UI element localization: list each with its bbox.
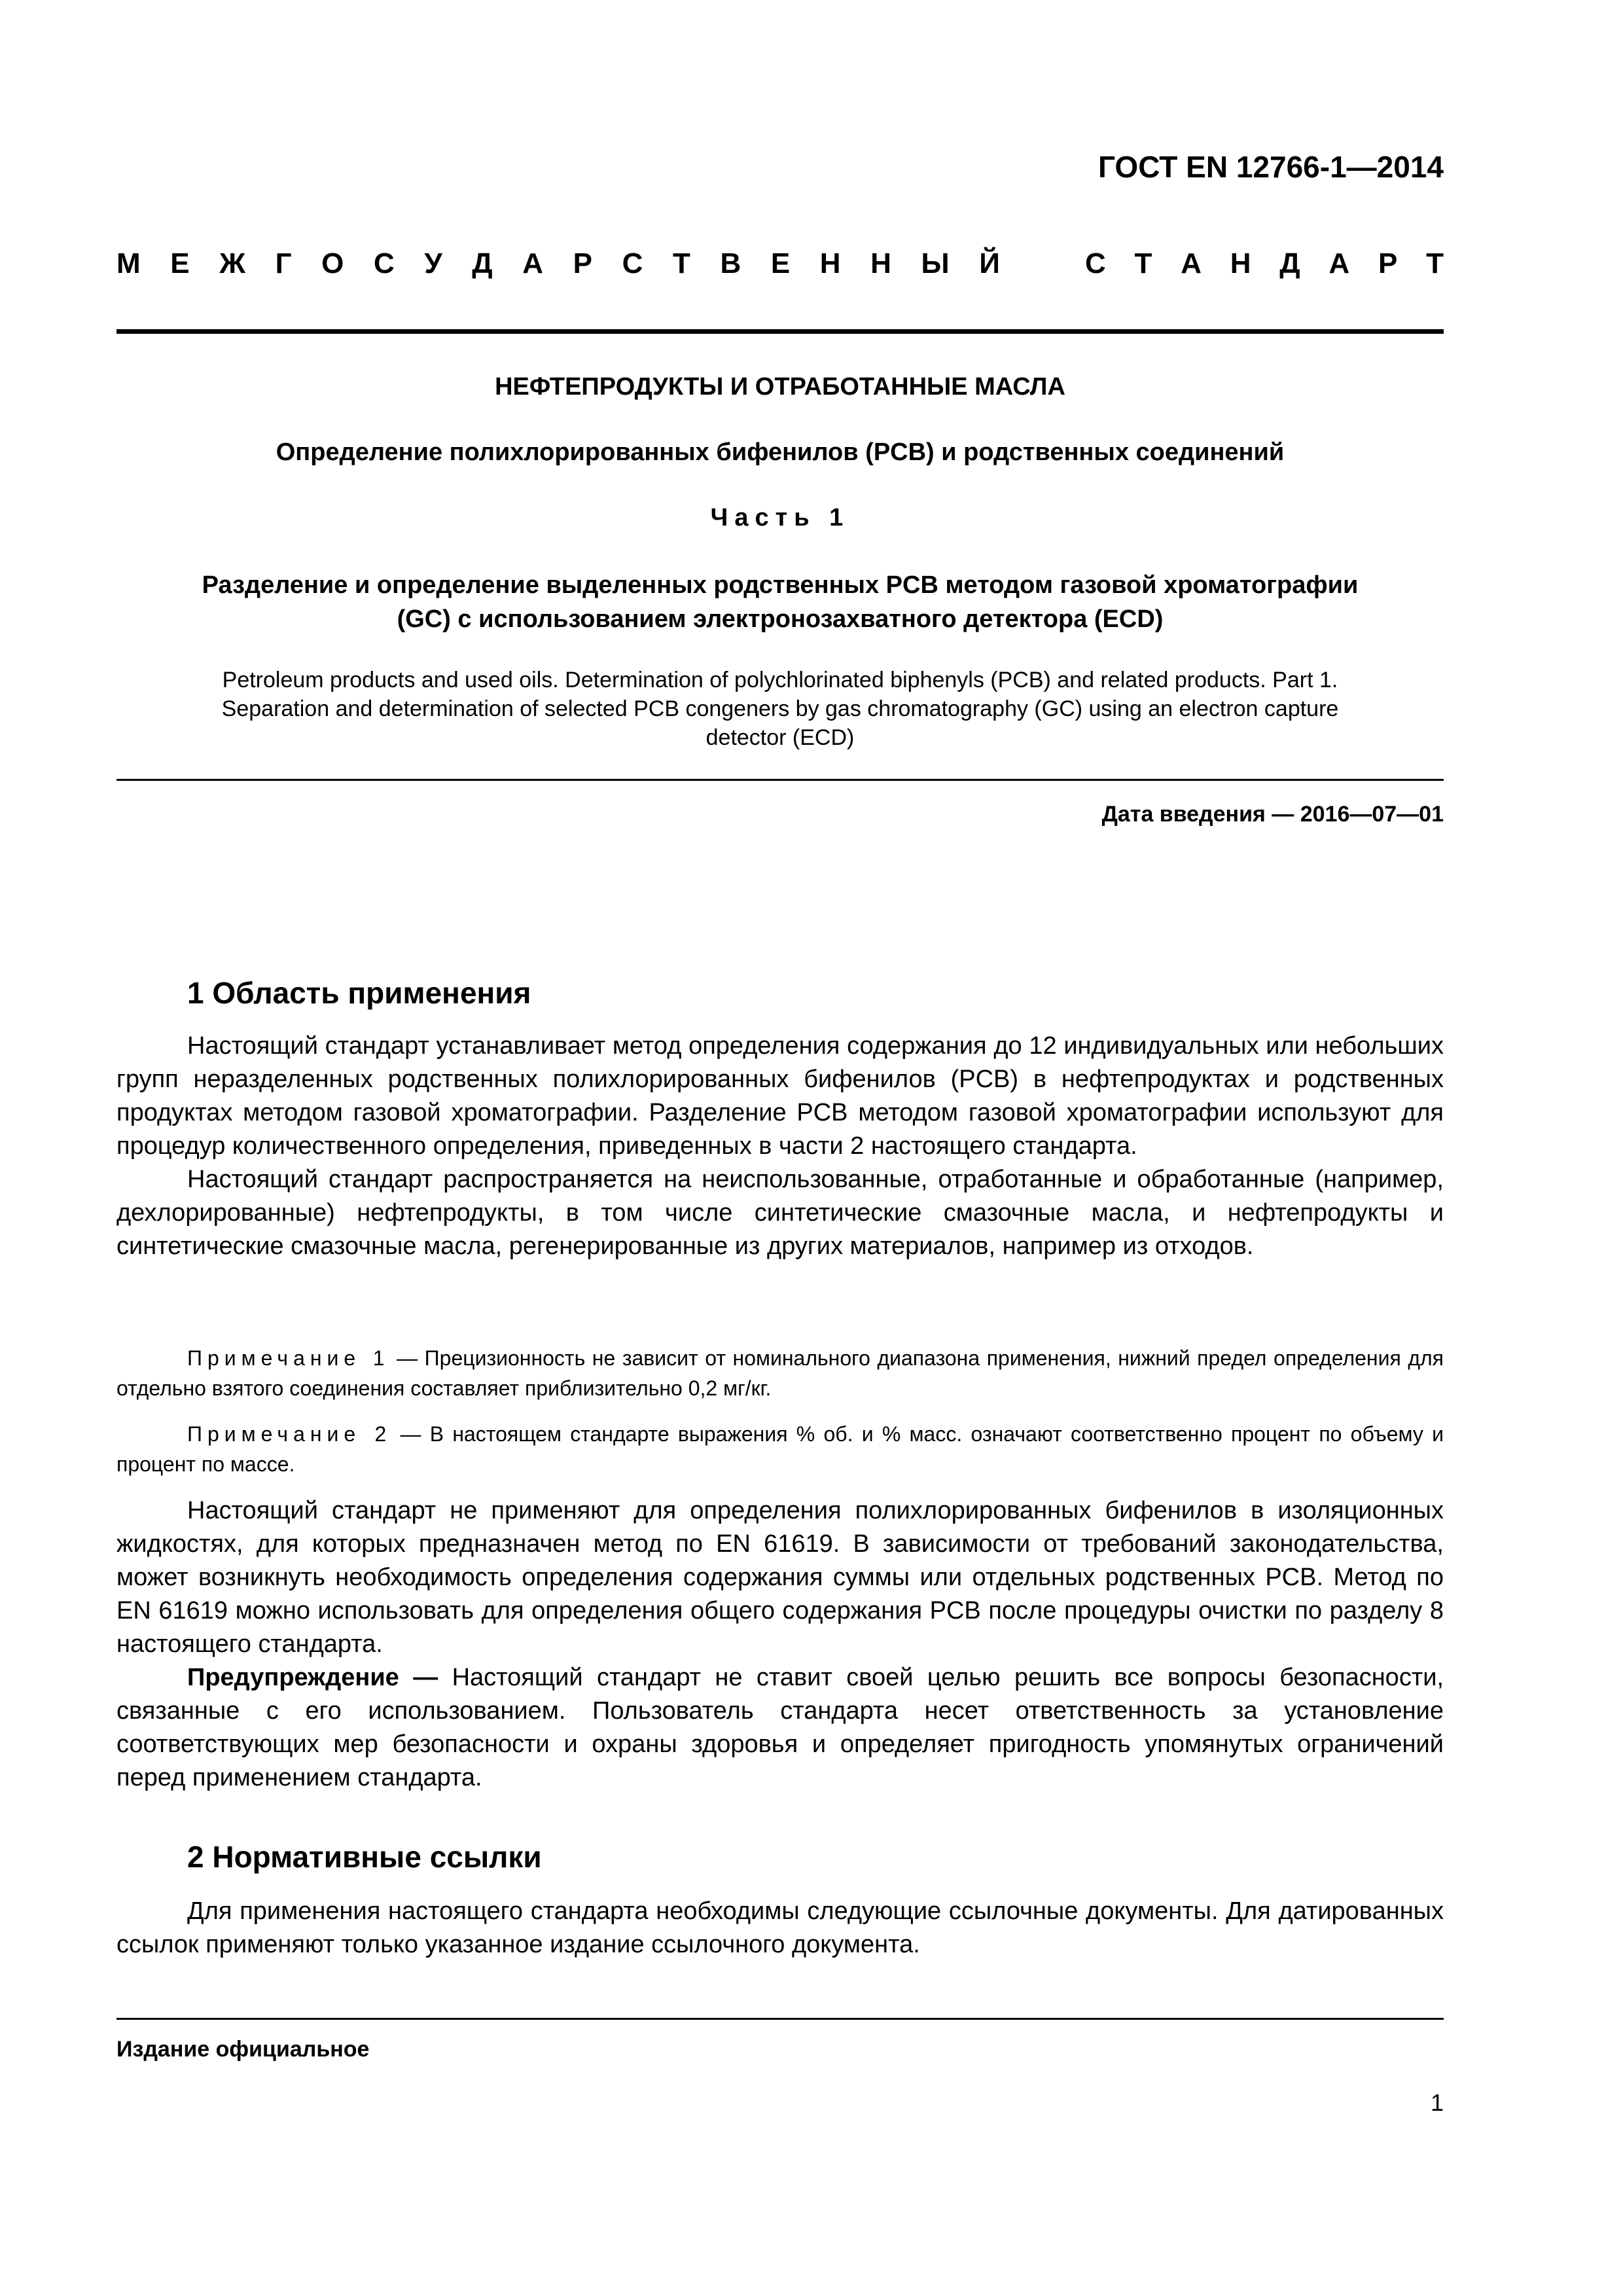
note-label: Примечание 2: [187, 1422, 392, 1446]
warning-paragraph: [116, 1661, 1444, 1795]
english-title-line2: Separation and determination of selected PCB congeners by gas chromatography (GC) using an electron capture: [221, 696, 1339, 721]
warning-text: Настоящий стандарт не ставит своей целью решить все вопросы безопасности, связанные с его использованием. Пользователь стандарта несет ответственность за установление соответствующих мер безопасности и охраны здоровья и определяет пригодность упомянутых ограничений перед применением стандарта.: [116, 1664, 1444, 1791]
part-title-line2: (GC) с использованием электронозахватного детектора (ECD): [397, 605, 1164, 633]
scope-body-continued: [116, 1494, 1444, 1795]
note-1: [116, 1343, 1444, 1403]
footer-rule: [116, 2018, 1444, 2020]
banner-letter: С: [373, 247, 395, 279]
standard-designation: ГОСТ EN 12766-1—2014: [1097, 150, 1444, 184]
note-2: [116, 1419, 1444, 1479]
note-label: Примечание 1: [187, 1346, 390, 1370]
banner-letter: Р: [573, 247, 592, 279]
banner-letter: О: [321, 247, 344, 279]
banner-letter: С: [622, 247, 643, 279]
note-text: — В настоящем стандарте выражения % об. и % масс. означают соответственно процент по объему и процент по массе.: [116, 1422, 1444, 1476]
banner-letter: А: [1181, 247, 1202, 279]
banner-letter: Н: [819, 247, 841, 279]
banner-letter: Е: [170, 247, 190, 279]
page-number: 1: [1430, 2089, 1444, 2116]
interstate-word: [116, 247, 1000, 280]
standard-word: [1085, 247, 1444, 280]
banner-letter: Д: [1279, 247, 1300, 279]
introduction-date: Дата введения — 2016—07—01: [1101, 802, 1444, 827]
banner-letter: Т: [1134, 247, 1152, 279]
section-heading-scope: 1 Область применения: [187, 976, 531, 1010]
english-title-line1: Petroleum products and used oils. Determination of polychlorinated biphenyls (PCB) and related products. Part 1.: [222, 668, 1338, 692]
banner-letter: М: [116, 247, 141, 279]
banner-letter: В: [720, 247, 741, 279]
part-title: [116, 568, 1444, 636]
banner-letter: Д: [472, 247, 493, 279]
banner-letter: Н: [1230, 247, 1251, 279]
banner-letter: Й: [979, 247, 1000, 279]
english-title: [116, 666, 1444, 752]
document-title: НЕФТЕПРОДУКТЫ И ОТРАБОТАННЫЕ МАСЛА: [495, 373, 1065, 401]
title-rule: [116, 779, 1444, 781]
banner-letter: Ж: [219, 247, 245, 279]
paragraph: Настоящий стандарт устанавливает метод определения содержания до 12 индивидуальных или небольших групп неразделенных родственных полихлорированных бифенилов (PCB) в нефтепродуктах и родственных продуктах методом газовой хроматографии. Разделение PCB методом газовой хроматографии используют для процедур количественного определения, приведенных в части 2 настоящего стандарта.: [116, 1032, 1444, 1160]
warning-label: Предупреждение —: [187, 1664, 438, 1691]
banner-letter: А: [522, 247, 544, 279]
scope-body: [116, 1030, 1444, 1263]
part-title-line1: Разделение и определение выделенных родственных PCB методом газовой хроматографии: [202, 571, 1359, 599]
banner-letter: Г: [275, 247, 292, 279]
note-text: — Прецизионность не зависит от номинального диапазона применения, нижний предел определения для отдельно взятого соединения составляет приблизительно 0,2 мг/кг.: [116, 1346, 1444, 1400]
interstate-standard-banner: [116, 247, 1444, 280]
header-rule: [116, 329, 1444, 334]
banner-letter: Р: [1378, 247, 1398, 279]
banner-letter: У: [424, 247, 442, 279]
part-label: Часть 1: [710, 504, 850, 531]
banner-letter: Е: [770, 247, 791, 279]
paragraph: Настоящий стандарт распространяется на неиспользованные, отработанные и обработанные (например, дехлорированные) нефтепродукты, в том числе синтетические смазочные масла, и нефтепродукты и синтетические смазочные масла, регенерированные из других материалов, например из отходов.: [116, 1166, 1444, 1260]
banner-letter: Т: [1426, 247, 1444, 279]
banner-letter: Н: [870, 247, 891, 279]
section-heading-normative-references: 2 Нормативные ссылки: [187, 1840, 542, 1874]
banner-letter: С: [1085, 247, 1106, 279]
official-edition-label: Издание официальное: [116, 2037, 370, 2062]
document-page: [116, 0, 1444, 2296]
document-subtitle: Определение полихлорированных бифенилов (PCB) и родственных соединений: [276, 439, 1285, 466]
english-title-line3: detector (ECD): [705, 725, 855, 750]
banner-letter: Ы: [921, 247, 950, 279]
banner-letter: А: [1329, 247, 1350, 279]
references-body: [116, 1895, 1444, 1962]
paragraph: Для применения настоящего стандарта необходимы следующие ссылочные документы. Для датированных ссылок применяют только указанное издание ссылочного документа.: [116, 1897, 1444, 1958]
banner-letter: Т: [672, 247, 690, 279]
paragraph: Настоящий стандарт не применяют для определения полихлорированных бифенилов в изоляционных жидкостях, для которых предназначен метод по EN 61619. В зависимости от требований законодательства, может возникнуть необходимость определения содержания суммы или отдельных родственных PCB. Метод по EN 61619 можно использовать для определения общего содержания PCB после процедуры очистки по разделу 8 настоящего стандарта.: [116, 1497, 1444, 1658]
